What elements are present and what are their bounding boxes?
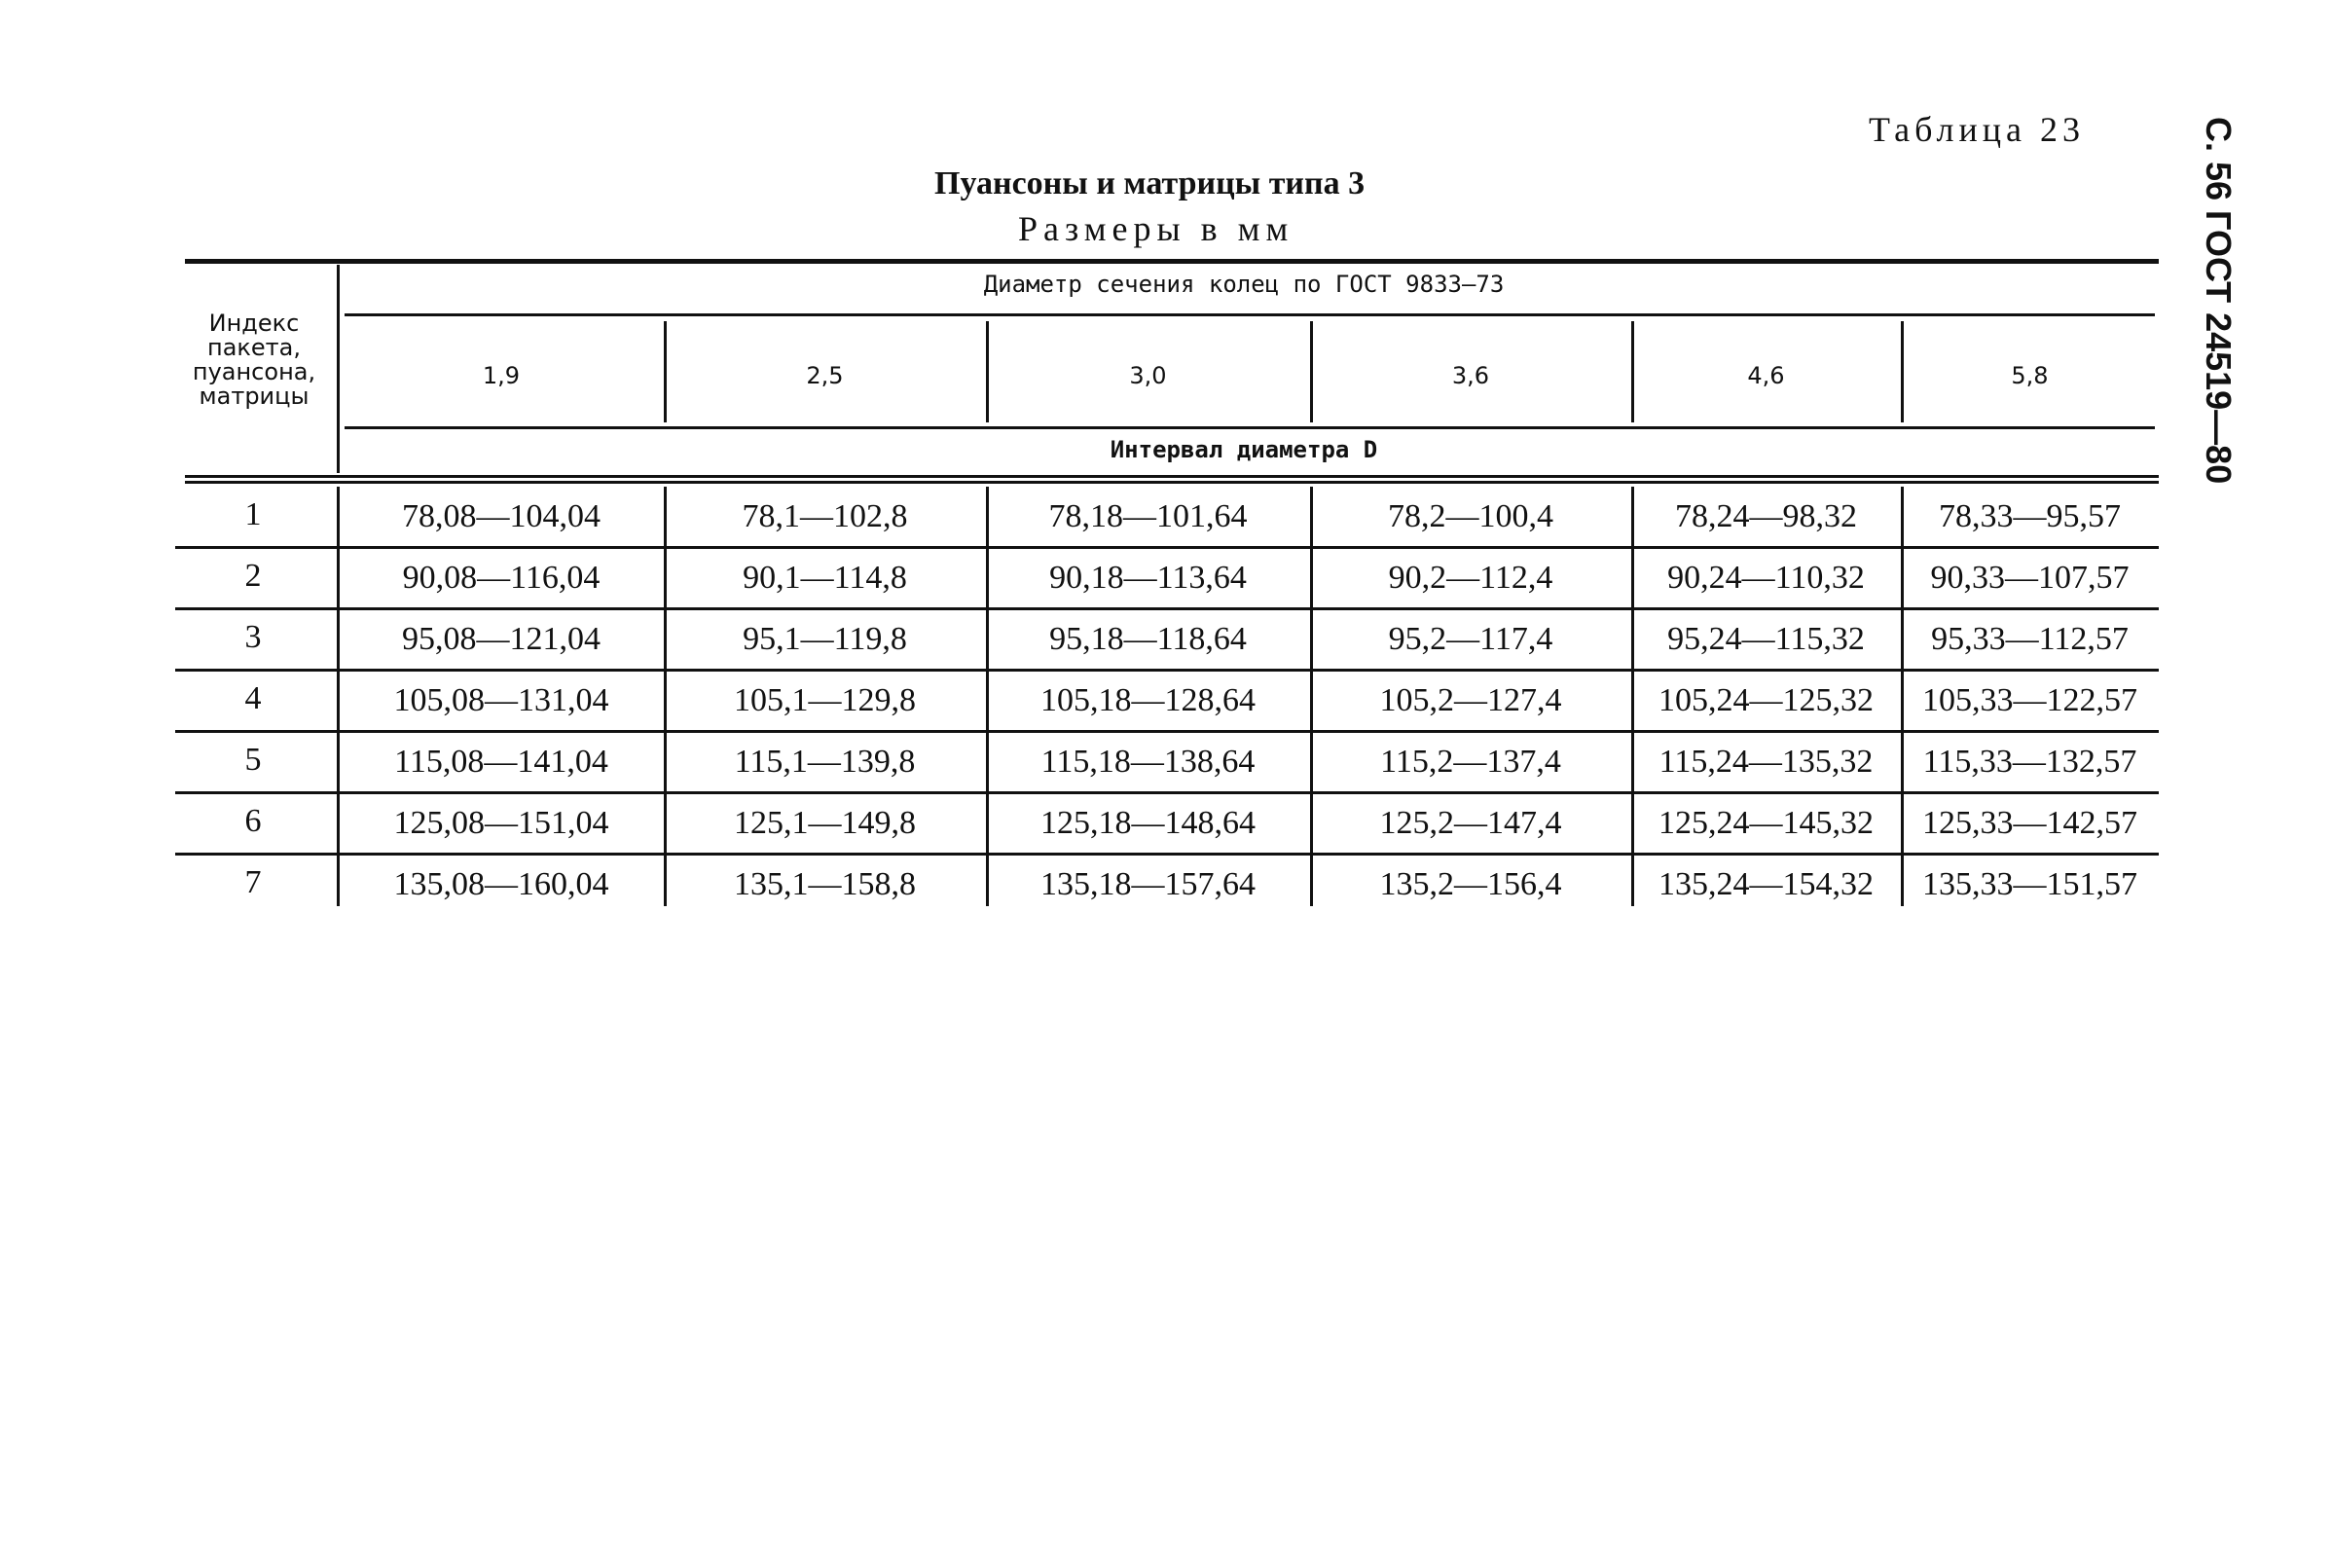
table-cell: 115,18—138,64 xyxy=(1040,744,1256,780)
table-cell: 90,33—107,57 xyxy=(1930,560,2130,596)
table-cell: 105,18—128,64 xyxy=(1040,682,1256,718)
column-header-rule xyxy=(345,426,2155,429)
table-cell: 78,08—104,04 xyxy=(402,498,601,534)
table-cell: 78,24—98,32 xyxy=(1675,498,1857,534)
table-top-rule xyxy=(185,259,2159,264)
table-cell: 125,08—151,04 xyxy=(393,805,609,841)
column-divider-body xyxy=(1310,487,1313,906)
table-cell: 95,18—118,64 xyxy=(1049,621,1247,657)
table-title: Пуансоны и матрицы типа 3 xyxy=(934,165,1366,201)
column-header: 3,0 xyxy=(1129,362,1167,389)
row-rule xyxy=(175,669,2159,672)
index-divider-body xyxy=(337,487,340,906)
row-rule xyxy=(175,791,2159,794)
row-index: 6 xyxy=(244,803,262,839)
table-cell: 105,33—122,57 xyxy=(1922,682,2137,718)
table-cell: 135,08—160,04 xyxy=(393,866,609,902)
index-column-header: Индекс пакета, пуансона, матрицы xyxy=(192,310,316,410)
table-cell: 95,1—119,8 xyxy=(743,621,907,657)
table-cell: 125,1—149,8 xyxy=(734,805,916,841)
table-cell: 105,08—131,04 xyxy=(393,682,609,718)
header-bottom-rule-2 xyxy=(185,481,2159,484)
table-cell: 115,33—132,57 xyxy=(1922,744,2137,780)
table-cell: 135,33—151,57 xyxy=(1922,866,2137,902)
row-rule xyxy=(175,546,2159,549)
table-cell: 90,1—114,8 xyxy=(743,560,907,596)
row-index: 3 xyxy=(244,619,262,655)
row-rule xyxy=(175,730,2159,733)
table-cell: 125,33—142,57 xyxy=(1922,805,2137,841)
column-header: 1,9 xyxy=(482,362,521,389)
table-cell: 90,24—110,32 xyxy=(1667,560,1865,596)
row-index: 5 xyxy=(244,742,262,778)
table-cell: 95,33—112,57 xyxy=(1931,621,2129,657)
interval-header: Интервал диаметра D xyxy=(1110,436,1378,463)
row-rule xyxy=(175,853,2159,856)
table-cell: 125,24—145,32 xyxy=(1658,805,1874,841)
column-header: 3,6 xyxy=(1451,362,1490,389)
row-index: 4 xyxy=(244,680,262,716)
page-header: С. 56 ГОСТ 24519—80 xyxy=(2199,117,2239,485)
table-cell: 115,2—137,4 xyxy=(1380,744,1561,780)
table-cell: 105,2—127,4 xyxy=(1379,682,1562,718)
table-units: Размеры в мм xyxy=(1018,209,1294,248)
table-cell: 135,1—158,8 xyxy=(734,866,916,902)
group-header-rule xyxy=(345,313,2155,316)
table-cell: 95,2—117,4 xyxy=(1388,621,1553,657)
table-cell: 78,1—102,8 xyxy=(742,498,908,534)
diameter-group-header: Диаметр сечения колец по ГОСТ 9833—73 xyxy=(983,271,1505,298)
column-header: 4,6 xyxy=(1747,362,1785,389)
column-divider-body xyxy=(986,487,989,906)
table-cell: 125,2—147,4 xyxy=(1379,805,1562,841)
table-cell: 115,08—141,04 xyxy=(394,744,608,780)
table-cell: 90,2—112,4 xyxy=(1388,560,1553,596)
table-label: Таблица 23 xyxy=(1869,110,2085,149)
column-header: 5,8 xyxy=(2011,362,2049,389)
table-cell: 90,08—116,04 xyxy=(402,560,601,596)
column-divider-body xyxy=(664,487,667,906)
row-index: 1 xyxy=(244,496,262,532)
column-header: 2,5 xyxy=(806,362,844,389)
table-cell: 95,24—115,32 xyxy=(1667,621,1865,657)
table-cell: 78,18—101,64 xyxy=(1048,498,1248,534)
header-bottom-rule-1 xyxy=(185,475,2159,478)
table-cell: 135,2—156,4 xyxy=(1379,866,1562,902)
table-cell: 78,33—95,57 xyxy=(1939,498,2121,534)
table-cell: 95,08—121,04 xyxy=(402,621,601,657)
column-divider-body xyxy=(1901,487,1904,906)
table-cell: 78,2—100,4 xyxy=(1388,498,1553,534)
table-cell: 135,18—157,64 xyxy=(1040,866,1256,902)
table-cell: 105,1—129,8 xyxy=(734,682,916,718)
table-cell: 115,1—139,8 xyxy=(734,744,916,780)
column-divider-body xyxy=(1631,487,1634,906)
row-index: 7 xyxy=(244,864,262,900)
table-cell: 105,24—125,32 xyxy=(1658,682,1874,718)
table-cell: 90,18—113,64 xyxy=(1049,560,1247,596)
table-cell: 135,24—154,32 xyxy=(1658,866,1874,902)
row-index: 2 xyxy=(244,558,262,594)
row-rule xyxy=(175,607,2159,610)
table-cell: 125,18—148,64 xyxy=(1040,805,1256,841)
table-cell: 115,24—135,32 xyxy=(1658,744,1874,780)
